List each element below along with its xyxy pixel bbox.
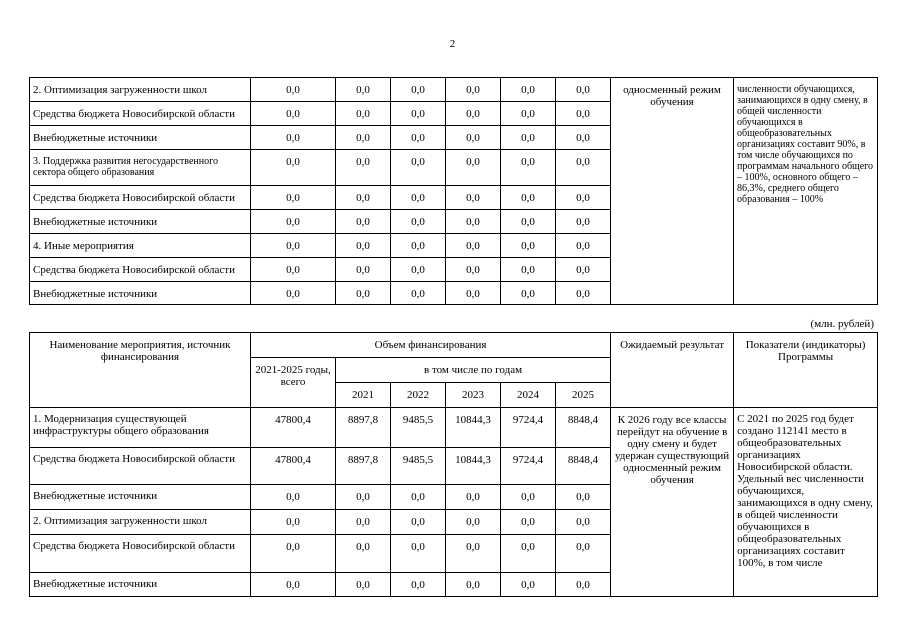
cell-2023: 0,0 bbox=[446, 102, 501, 126]
cell-2022: 0,0 bbox=[391, 126, 446, 150]
cell-2023: 0,0 bbox=[446, 535, 501, 573]
cell-total: 0,0 bbox=[251, 485, 336, 510]
cell-2023: 0,0 bbox=[446, 485, 501, 510]
cell-2021: 0,0 bbox=[336, 150, 391, 186]
expected-result-cell: односменный режим обучения bbox=[611, 78, 734, 305]
cell-2023: 0,0 bbox=[446, 126, 501, 150]
cell-total: 0,0 bbox=[251, 78, 336, 102]
cell-2024: 0,0 bbox=[501, 573, 556, 597]
cell-2021: 0,0 bbox=[336, 78, 391, 102]
cell-2025: 0,0 bbox=[556, 282, 611, 305]
cell-2022: 0,0 bbox=[391, 150, 446, 186]
cell-2024: 9724,4 bbox=[501, 408, 556, 448]
row-label: 3. Поддержка развития негосударственного сектора общего образования bbox=[30, 150, 251, 186]
units-caption: (млн. рублей) bbox=[810, 318, 874, 330]
cell-2023: 0,0 bbox=[446, 150, 501, 186]
cell-2025: 0,0 bbox=[556, 485, 611, 510]
cell-2024: 0,0 bbox=[501, 535, 556, 573]
cell-2024: 0,0 bbox=[501, 234, 556, 258]
table-row bbox=[30, 408, 878, 448]
cell-2025: 0,0 bbox=[556, 210, 611, 234]
cell-2023: 0,0 bbox=[446, 510, 501, 535]
row-label: Средства бюджета Новосибирской области bbox=[30, 102, 251, 126]
row-label: Внебюджетные источники bbox=[30, 126, 251, 150]
cell-2021: 8897,8 bbox=[336, 448, 391, 485]
expected-result-cell: К 2026 году все классы перейдут на обучение в одну смену и будет удержан существующий односменный режим обучения bbox=[611, 408, 734, 597]
cell-2023: 0,0 bbox=[446, 186, 501, 210]
cell-2021: 8897,8 bbox=[336, 408, 391, 448]
cell-2022: 0,0 bbox=[391, 210, 446, 234]
cell-total: 47800,4 bbox=[251, 448, 336, 485]
cell-2021: 0,0 bbox=[336, 234, 391, 258]
row-label: 4. Иные мероприятия bbox=[30, 234, 251, 258]
page-number: 2 bbox=[449, 38, 456, 50]
cell-total: 0,0 bbox=[251, 573, 336, 597]
cell-total: 0,0 bbox=[251, 535, 336, 573]
cell-total: 0,0 bbox=[251, 210, 336, 234]
cell-total: 0,0 bbox=[251, 126, 336, 150]
cell-2022: 0,0 bbox=[391, 234, 446, 258]
header-indicators: Показатели (индикаторы) Программы bbox=[734, 333, 878, 408]
table-row bbox=[30, 78, 878, 102]
cell-2025: 8848,4 bbox=[556, 448, 611, 485]
cell-2024: 0,0 bbox=[501, 510, 556, 535]
cell-2025: 0,0 bbox=[556, 258, 611, 282]
cell-2021: 0,0 bbox=[336, 282, 391, 305]
cell-2023: 0,0 bbox=[446, 234, 501, 258]
cell-total: 0,0 bbox=[251, 102, 336, 126]
financing-table-continued bbox=[29, 77, 878, 305]
header-expected: Ожидаемый результат bbox=[611, 333, 734, 408]
cell-2024: 0,0 bbox=[501, 78, 556, 102]
cell-2025: 0,0 bbox=[556, 186, 611, 210]
cell-2023: 0,0 bbox=[446, 78, 501, 102]
cell-2024: 9724,4 bbox=[501, 448, 556, 485]
cell-total: 0,0 bbox=[251, 282, 336, 305]
row-label: Средства бюджета Новосибирской области bbox=[30, 186, 251, 210]
row-label: Внебюджетные источники bbox=[30, 282, 251, 305]
header-year: 2023 bbox=[446, 383, 501, 408]
cell-2023: 0,0 bbox=[446, 573, 501, 597]
cell-total: 47800,4 bbox=[251, 408, 336, 448]
row-label: Средства бюджета Новосибирской области bbox=[30, 258, 251, 282]
cell-2025: 0,0 bbox=[556, 573, 611, 597]
cell-2023: 10844,3 bbox=[446, 408, 501, 448]
cell-2022: 0,0 bbox=[391, 573, 446, 597]
header-by-years: в том числе по годам bbox=[336, 358, 611, 383]
cell-2023: 10844,3 bbox=[446, 448, 501, 485]
cell-2024: 0,0 bbox=[501, 102, 556, 126]
cell-2021: 0,0 bbox=[336, 126, 391, 150]
cell-2021: 0,0 bbox=[336, 535, 391, 573]
row-label: 2. Оптимизация загруженности школ bbox=[30, 78, 251, 102]
cell-2023: 0,0 bbox=[446, 258, 501, 282]
row-label: Средства бюджета Новосибирской области bbox=[30, 448, 251, 485]
cell-2024: 0,0 bbox=[501, 210, 556, 234]
cell-2024: 0,0 bbox=[501, 186, 556, 210]
cell-2023: 0,0 bbox=[446, 210, 501, 234]
header-year: 2024 bbox=[501, 383, 556, 408]
cell-2025: 0,0 bbox=[556, 234, 611, 258]
header-year: 2025 bbox=[556, 383, 611, 408]
header-year: 2021 bbox=[336, 383, 391, 408]
header-year: 2022 bbox=[391, 383, 446, 408]
header-volume: Объем финансирования bbox=[251, 333, 611, 358]
header-name: Наименование мероприятия, источник финансирования bbox=[30, 333, 251, 408]
row-label: Средства бюджета Новосибирской области bbox=[30, 535, 251, 573]
cell-2025: 0,0 bbox=[556, 510, 611, 535]
cell-2022: 0,0 bbox=[391, 258, 446, 282]
row-label: Внебюджетные источники bbox=[30, 573, 251, 597]
cell-2021: 0,0 bbox=[336, 258, 391, 282]
row-label: 2. Оптимизация загруженности школ bbox=[30, 510, 251, 535]
cell-2025: 0,0 bbox=[556, 78, 611, 102]
row-label: Внебюджетные источники bbox=[30, 210, 251, 234]
cell-2022: 0,0 bbox=[391, 510, 446, 535]
cell-2022: 0,0 bbox=[391, 186, 446, 210]
cell-2022: 0,0 bbox=[391, 102, 446, 126]
cell-total: 0,0 bbox=[251, 186, 336, 210]
cell-2021: 0,0 bbox=[336, 186, 391, 210]
cell-2025: 0,0 bbox=[556, 102, 611, 126]
cell-2025: 8848,4 bbox=[556, 408, 611, 448]
cell-total: 0,0 bbox=[251, 510, 336, 535]
cell-total: 0,0 bbox=[251, 258, 336, 282]
cell-2024: 0,0 bbox=[501, 258, 556, 282]
cell-2022: 9485,5 bbox=[391, 448, 446, 485]
financing-table bbox=[29, 332, 878, 597]
cell-2024: 0,0 bbox=[501, 126, 556, 150]
cell-2022: 0,0 bbox=[391, 282, 446, 305]
header-row bbox=[30, 333, 878, 358]
indicators-cell: численности обучающихся, занимающихся в одну смену, в общей численности обучающихся в общеобразовательных организациях составит 90%, в том числе обучающихся по программам начального общего – 100%, основного общего – 86,3%, среднего общего образования – 100% bbox=[734, 78, 878, 305]
cell-2022: 0,0 bbox=[391, 78, 446, 102]
cell-2022: 0,0 bbox=[391, 485, 446, 510]
indicators-cell: С 2021 по 2025 год будет создано 112141 место в общеобразовательных организациях Новосибирской области. Удельный вес численности обучающихся, занимающихся в одну смену, в общей численности обучающихся в общеобразовательных организациях составит 100%, в том числе bbox=[734, 408, 878, 597]
cell-2024: 0,0 bbox=[501, 150, 556, 186]
cell-total: 0,0 bbox=[251, 234, 336, 258]
cell-2022: 9485,5 bbox=[391, 408, 446, 448]
cell-2021: 0,0 bbox=[336, 485, 391, 510]
cell-2024: 0,0 bbox=[501, 282, 556, 305]
row-label: Внебюджетные источники bbox=[30, 485, 251, 510]
header-total: 2021-2025 годы, всего bbox=[251, 358, 336, 408]
cell-2021: 0,0 bbox=[336, 210, 391, 234]
cell-2022: 0,0 bbox=[391, 535, 446, 573]
cell-2023: 0,0 bbox=[446, 282, 501, 305]
cell-2021: 0,0 bbox=[336, 510, 391, 535]
cell-2025: 0,0 bbox=[556, 150, 611, 186]
cell-2025: 0,0 bbox=[556, 126, 611, 150]
cell-2024: 0,0 bbox=[501, 485, 556, 510]
cell-2025: 0,0 bbox=[556, 535, 611, 573]
cell-2021: 0,0 bbox=[336, 573, 391, 597]
cell-total: 0,0 bbox=[251, 150, 336, 186]
row-label: 1. Модернизация существующей инфраструктуры общего образования bbox=[30, 408, 251, 448]
cell-2021: 0,0 bbox=[336, 102, 391, 126]
